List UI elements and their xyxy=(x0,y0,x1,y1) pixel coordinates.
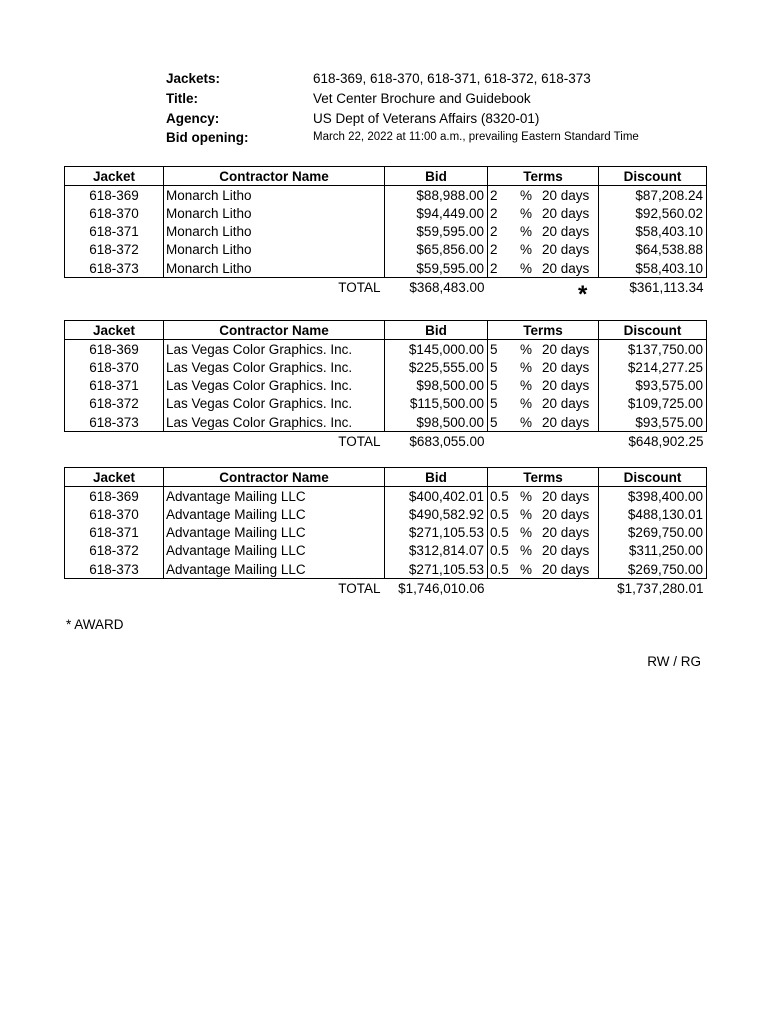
col-discount: Discount xyxy=(599,321,707,340)
contractor-cell: Las Vegas Color Graphics. Inc. xyxy=(164,358,385,376)
total-bid: $683,055.00 xyxy=(409,433,485,449)
terms-percent-sign: % xyxy=(520,341,533,357)
terms-percent: 2 xyxy=(490,224,498,240)
bid-cell: $94,449.00 xyxy=(385,204,488,222)
bid-cell: $225,555.00 xyxy=(385,358,488,376)
bid-cell: $59,595.00 xyxy=(385,223,488,241)
jacket-cell: 618-372 xyxy=(65,542,164,560)
terms-percent: 2 xyxy=(490,260,498,276)
table-row xyxy=(65,542,707,560)
terms-cell xyxy=(488,505,599,523)
terms-days: 20 days xyxy=(542,341,590,357)
terms-percent: 2 xyxy=(490,205,498,221)
total-discount: $648,902.25 xyxy=(628,433,704,449)
agency-value: US Dept of Veterans Affairs (8320-01) xyxy=(313,111,540,126)
terms-days: 20 days xyxy=(542,205,590,221)
bid-cell: $145,000.00 xyxy=(385,340,488,359)
table-row xyxy=(65,340,707,359)
jacket-cell: 618-370 xyxy=(65,358,164,376)
table-header-row xyxy=(65,167,707,186)
table-row xyxy=(65,560,707,579)
col-bid: Bid xyxy=(385,167,488,186)
bid-cell: $98,500.00 xyxy=(385,377,488,395)
contractor-cell: Advantage Mailing LLC xyxy=(164,560,385,579)
bid-cell: $88,988.00 xyxy=(385,186,488,205)
discount-cell: $93,575.00 xyxy=(599,377,707,395)
contractor-cell: Monarch Litho xyxy=(164,186,385,205)
award-star-marker: * xyxy=(578,281,588,308)
discount-cell: $269,750.00 xyxy=(599,524,707,542)
terms-percent: 5 xyxy=(490,341,498,357)
jackets-value: 618-369, 618-370, 618-371, 618-372, 618-373 xyxy=(313,71,591,86)
terms-days: 20 days xyxy=(542,488,590,504)
discount-cell: $58,403.10 xyxy=(599,259,707,278)
terms-percent-sign: % xyxy=(520,561,533,577)
jacket-cell: 618-372 xyxy=(65,241,164,259)
terms-days: 20 days xyxy=(542,525,590,541)
terms-cell xyxy=(488,413,599,432)
terms-percent-sign: % xyxy=(520,506,533,522)
col-terms: Terms xyxy=(488,468,599,487)
col-jacket: Jacket xyxy=(65,468,164,487)
title-value: Vet Center Brochure and Guidebook xyxy=(313,91,531,106)
terms-days: 20 days xyxy=(542,506,590,522)
terms-cell xyxy=(488,241,599,259)
jacket-cell: 618-369 xyxy=(65,340,164,359)
bid-cell: $400,402.01 xyxy=(385,487,488,506)
terms-cell xyxy=(488,377,599,395)
total-row xyxy=(65,432,707,451)
discount-cell: $109,725.00 xyxy=(599,395,707,413)
col-discount: Discount xyxy=(599,468,707,487)
reviewer-initials: RW / RG xyxy=(647,654,701,669)
terms-days: 20 days xyxy=(542,260,590,276)
table-row xyxy=(65,377,707,395)
contractor-cell: Monarch Litho xyxy=(164,204,385,222)
terms-percent-sign: % xyxy=(520,414,533,430)
contractor-cell: Monarch Litho xyxy=(164,259,385,278)
jacket-cell: 618-371 xyxy=(65,223,164,241)
discount-cell: $137,750.00 xyxy=(599,340,707,359)
col-jacket: Jacket xyxy=(65,167,164,186)
terms-percent-sign: % xyxy=(520,224,533,240)
terms-cell xyxy=(488,358,599,376)
bid-opening-value: March 22, 2022 at 11:00 a.m., prevailing Eastern Standard Time xyxy=(313,131,639,143)
terms-cell xyxy=(488,259,599,278)
contractor-cell: Las Vegas Color Graphics. Inc. xyxy=(164,395,385,413)
contractor-cell: Advantage Mailing LLC xyxy=(164,487,385,506)
contractor-cell: Las Vegas Color Graphics. Inc. xyxy=(164,413,385,432)
jacket-cell: 618-369 xyxy=(65,186,164,205)
contractor-cell: Advantage Mailing LLC xyxy=(164,542,385,560)
contractor-cell: Monarch Litho xyxy=(164,241,385,259)
jacket-cell: 618-371 xyxy=(65,524,164,542)
terms-days: 20 days xyxy=(542,543,590,559)
terms-cell xyxy=(488,524,599,542)
discount-cell: $92,560.02 xyxy=(599,204,707,222)
col-terms: Terms xyxy=(488,167,599,186)
table-row xyxy=(65,223,707,241)
terms-cell xyxy=(488,340,599,359)
terms-cell xyxy=(488,560,599,579)
terms-days: 20 days xyxy=(542,224,590,240)
terms-percent-sign: % xyxy=(520,525,533,541)
discount-cell: $58,403.10 xyxy=(599,223,707,241)
contractor-cell: Las Vegas Color Graphics. Inc. xyxy=(164,340,385,359)
table-row xyxy=(65,259,707,278)
terms-percent-sign: % xyxy=(520,242,533,258)
total-bid: $1,746,010.06 xyxy=(398,580,485,596)
award-note: * AWARD xyxy=(66,617,124,632)
total-discount: $1,737,280.01 xyxy=(617,580,704,596)
col-jacket: Jacket xyxy=(65,321,164,340)
contractor-cell: Las Vegas Color Graphics. Inc. xyxy=(164,377,385,395)
terms-cell xyxy=(488,186,599,205)
discount-cell: $93,575.00 xyxy=(599,413,707,432)
col-bid: Bid xyxy=(385,321,488,340)
col-bid: Bid xyxy=(385,468,488,487)
table-row xyxy=(65,241,707,259)
col-contractor: Contractor Name xyxy=(164,468,385,487)
total-label: TOTAL xyxy=(338,433,381,449)
col-discount: Discount xyxy=(599,167,707,186)
terms-cell xyxy=(488,395,599,413)
bid-cell: $271,105.53 xyxy=(385,524,488,542)
bid-opening-label: Bid opening: xyxy=(166,130,249,145)
bid-table-las-vegas xyxy=(64,320,707,450)
col-terms: Terms xyxy=(488,321,599,340)
bid-cell: $98,500.00 xyxy=(385,413,488,432)
terms-percent-sign: % xyxy=(520,260,533,276)
bid-cell: $115,500.00 xyxy=(385,395,488,413)
discount-cell: $269,750.00 xyxy=(599,560,707,579)
jacket-cell: 618-371 xyxy=(65,377,164,395)
terms-percent: 2 xyxy=(490,187,498,203)
terms-days: 20 days xyxy=(542,561,590,577)
terms-days: 20 days xyxy=(542,187,590,203)
terms-percent-sign: % xyxy=(520,378,533,394)
bid-cell: $65,856.00 xyxy=(385,241,488,259)
jacket-cell: 618-370 xyxy=(65,204,164,222)
discount-cell: $214,277.25 xyxy=(599,358,707,376)
table-header-row xyxy=(65,468,707,487)
total-bid: $368,483.00 xyxy=(409,279,485,295)
terms-days: 20 days xyxy=(542,242,590,258)
total-discount: $361,113.34 xyxy=(629,279,704,295)
contractor-cell: Advantage Mailing LLC xyxy=(164,524,385,542)
terms-percent: 0.5 xyxy=(490,506,509,522)
terms-percent-sign: % xyxy=(520,396,533,412)
bid-table-monarch xyxy=(64,166,707,296)
jackets-label: Jackets: xyxy=(166,71,221,86)
terms-percent: 5 xyxy=(490,378,498,394)
total-row xyxy=(65,278,707,297)
terms-percent: 2 xyxy=(490,242,498,258)
contractor-cell: Advantage Mailing LLC xyxy=(164,505,385,523)
total-label: TOTAL xyxy=(338,580,381,596)
terms-percent: 0.5 xyxy=(490,543,509,559)
jacket-cell: 618-373 xyxy=(65,413,164,432)
terms-percent-sign: % xyxy=(520,359,533,375)
jacket-cell: 618-373 xyxy=(65,259,164,278)
jacket-cell: 618-369 xyxy=(65,487,164,506)
discount-cell: $87,208.24 xyxy=(599,186,707,205)
table-row xyxy=(65,358,707,376)
bid-cell: $271,105.53 xyxy=(385,560,488,579)
col-contractor: Contractor Name xyxy=(164,321,385,340)
title-label: Title: xyxy=(166,91,199,106)
discount-cell: $488,130.01 xyxy=(599,505,707,523)
terms-percent-sign: % xyxy=(520,543,533,559)
discount-cell: $64,538.88 xyxy=(599,241,707,259)
terms-percent: 0.5 xyxy=(490,561,509,577)
discount-cell: $311,250.00 xyxy=(599,542,707,560)
bid-cell: $312,814.07 xyxy=(385,542,488,560)
table-row xyxy=(65,186,707,205)
table-row xyxy=(65,395,707,413)
terms-cell xyxy=(488,487,599,506)
terms-percent: 5 xyxy=(490,414,498,430)
contractor-cell: Monarch Litho xyxy=(164,223,385,241)
terms-percent: 5 xyxy=(490,396,498,412)
table-row xyxy=(65,524,707,542)
terms-days: 20 days xyxy=(542,378,590,394)
terms-cell xyxy=(488,223,599,241)
bid-table-advantage xyxy=(64,467,707,597)
terms-days: 20 days xyxy=(542,414,590,430)
discount-cell: $398,400.00 xyxy=(599,487,707,506)
total-label: TOTAL xyxy=(338,279,381,295)
bid-cell: $490,582.92 xyxy=(385,505,488,523)
terms-percent-sign: % xyxy=(520,187,533,203)
table-row xyxy=(65,505,707,523)
table-row xyxy=(65,413,707,432)
table-row xyxy=(65,487,707,506)
terms-cell xyxy=(488,204,599,222)
table-row xyxy=(65,204,707,222)
jacket-cell: 618-373 xyxy=(65,560,164,579)
terms-percent: 0.5 xyxy=(490,488,509,504)
terms-percent: 0.5 xyxy=(490,525,509,541)
bid-cell: $59,595.00 xyxy=(385,259,488,278)
terms-percent-sign: % xyxy=(520,488,533,504)
table-header-row xyxy=(65,321,707,340)
terms-days: 20 days xyxy=(542,396,590,412)
terms-percent: 5 xyxy=(490,359,498,375)
agency-label: Agency: xyxy=(166,111,220,126)
terms-percent-sign: % xyxy=(520,205,533,221)
terms-cell xyxy=(488,542,599,560)
jacket-cell: 618-372 xyxy=(65,395,164,413)
col-contractor: Contractor Name xyxy=(164,167,385,186)
jacket-cell: 618-370 xyxy=(65,505,164,523)
total-row xyxy=(65,579,707,598)
terms-days: 20 days xyxy=(542,359,590,375)
